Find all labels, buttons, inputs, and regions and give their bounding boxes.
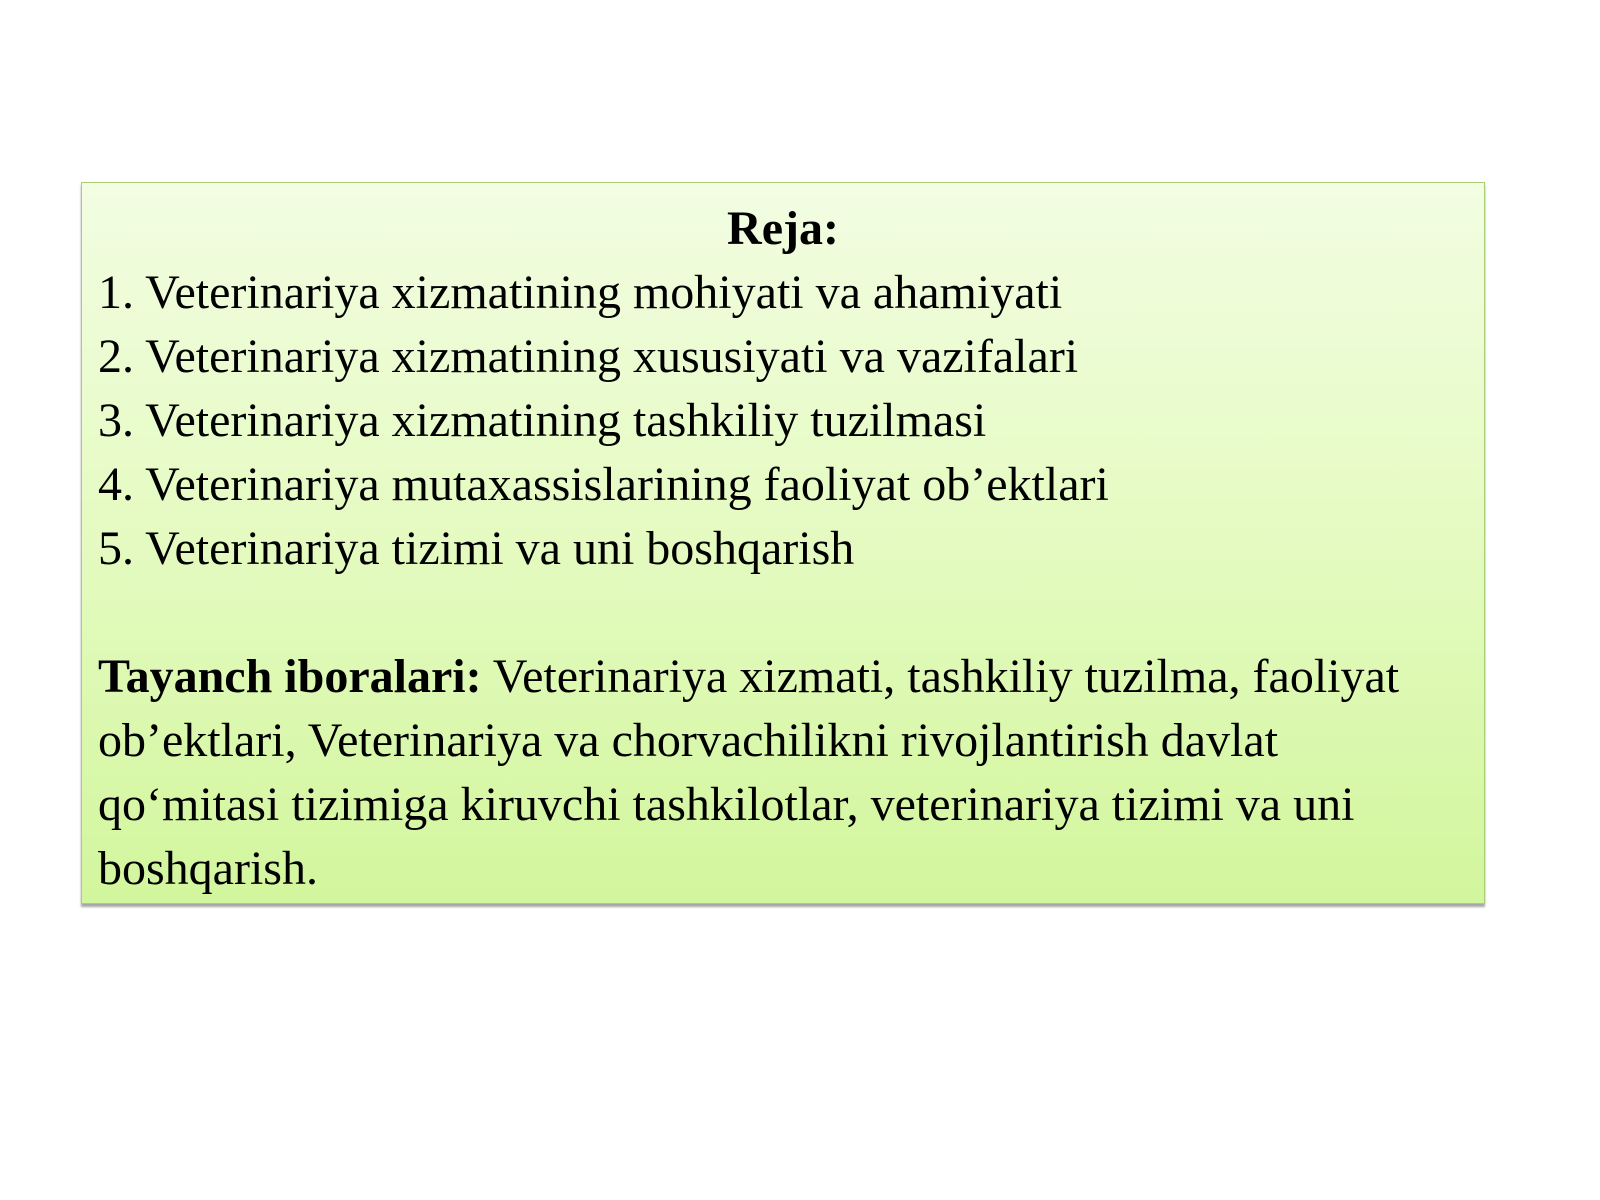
keywords-text: Veterinariya xizmati, tashkiliy tuzilma, faoliyat ob’ektlari, Veterinariya va chorvachilikni rivojlantirish davlat qo‘mitasi tizimiga kiruvchi tashkilotlar, veterinariya tizimi va uni boshqarish. <box>98 650 1400 895</box>
plan-item-1: 1. Veterinariya xizmatining mohiyati va ahamiyati <box>98 266 1063 319</box>
plan-title: Reja: <box>727 202 839 255</box>
keywords-paragraph <box>98 645 1468 901</box>
plan-item-4: 4. Veterinariya mutaxassislarining faoliyat ob’ektlari <box>98 458 1109 511</box>
spacer <box>98 581 1468 645</box>
plan-box <box>81 182 1485 904</box>
keywords-label: Tayanch iboralari: <box>98 650 482 703</box>
plan-item-2: 2. Veterinariya xizmatining xususiyati va vazifalari <box>98 330 1079 383</box>
plan-item-5: 5. Veterinariya tizimi va uni boshqarish <box>98 522 855 575</box>
plan-item-3: 3. Veterinariya xizmatining tashkiliy tuzilmasi <box>98 394 987 447</box>
plan-list <box>98 261 1468 581</box>
